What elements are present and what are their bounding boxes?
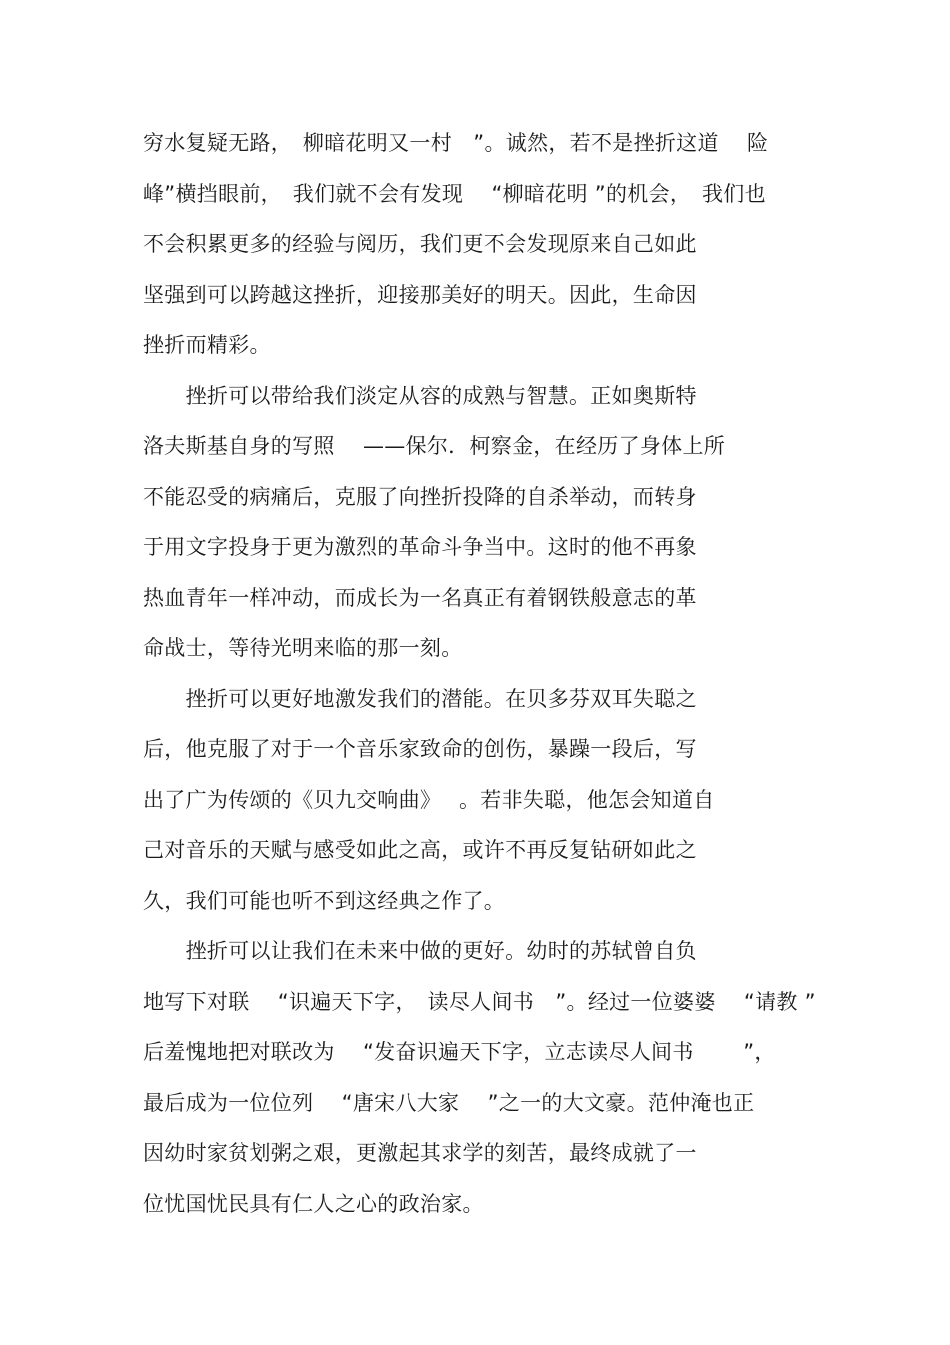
text-line: 峰”横挡眼前， 我们就不会有发现 “柳暗花明 ”的机会， 我们也	[143, 181, 766, 206]
text-line: 于用文字投身于更为激烈的革命斗争当中。这时的他不再象	[143, 535, 697, 559]
text-line: 穷水复疑无路， 柳暗花明又一村 ”。诚然，若不是挫折这道 险	[143, 131, 769, 155]
text-line: 后羞愧地把对联改为 “发奋识遍天下字，立志读尽人间书 ”，	[143, 1040, 776, 1064]
text-line: 不能忍受的病痛后，克服了向挫折投降的自杀举动，而转身	[143, 484, 697, 509]
text-line: 挫折可以更好地激发我们的潜能。在贝多芬双耳失聪之	[143, 686, 697, 711]
text-line: 久，我们可能也听不到这经典之作了。	[143, 888, 506, 913]
text-line: 命战士，等待光明来临的那一刻。	[143, 636, 463, 660]
text-line: 最后成为一位位列 “唐宋八大家 ”之一的大文豪。范仲淹也正	[143, 1090, 755, 1115]
text-line: 地写下对联 “识遍天下字， 读尽人间书 ”。经过一位婆婆 “请教 ”	[143, 989, 816, 1014]
text-line: 因幼时家贫划粥之艰，更激起其求学的刻苦，最终成就了一	[143, 1141, 697, 1165]
text-line: 挫折而精彩。	[143, 333, 271, 357]
text-line: 后，他克服了对于一个音乐家致命的创伤，暴躁一段后，写	[143, 737, 697, 761]
text-line: 坚强到可以跨越这挫折，迎接那美好的明天。因此，生命因	[143, 282, 697, 307]
text-line: 热血青年一样冲动，而成长为一名真正有着钢铁般意志的革	[143, 585, 697, 610]
text-line: 己对音乐的天赋与感受如此之高，或许不再反复钻研如此之	[143, 838, 697, 862]
text-line: 挫折可以带给我们淡定从容的成熟与智慧。正如奥斯特	[143, 383, 697, 408]
text-line: 出了广为传颂的《贝九交响曲》 。若非失聪，他怎会知道自	[143, 787, 715, 812]
text-line: 洛夫斯基自身的写照 ——保尔．柯察金，在经历了身体上所	[143, 434, 726, 458]
document-body	[143, 118, 823, 1229]
text-line: 挫折可以让我们在未来中做的更好。幼时的苏轼曾自负	[143, 939, 697, 963]
text-line: 不会积累更多的经验与阅历，我们更不会发现原来自己如此	[143, 232, 697, 256]
text-line: 位忧国忧民具有仁人之心的政治家。	[143, 1191, 484, 1216]
